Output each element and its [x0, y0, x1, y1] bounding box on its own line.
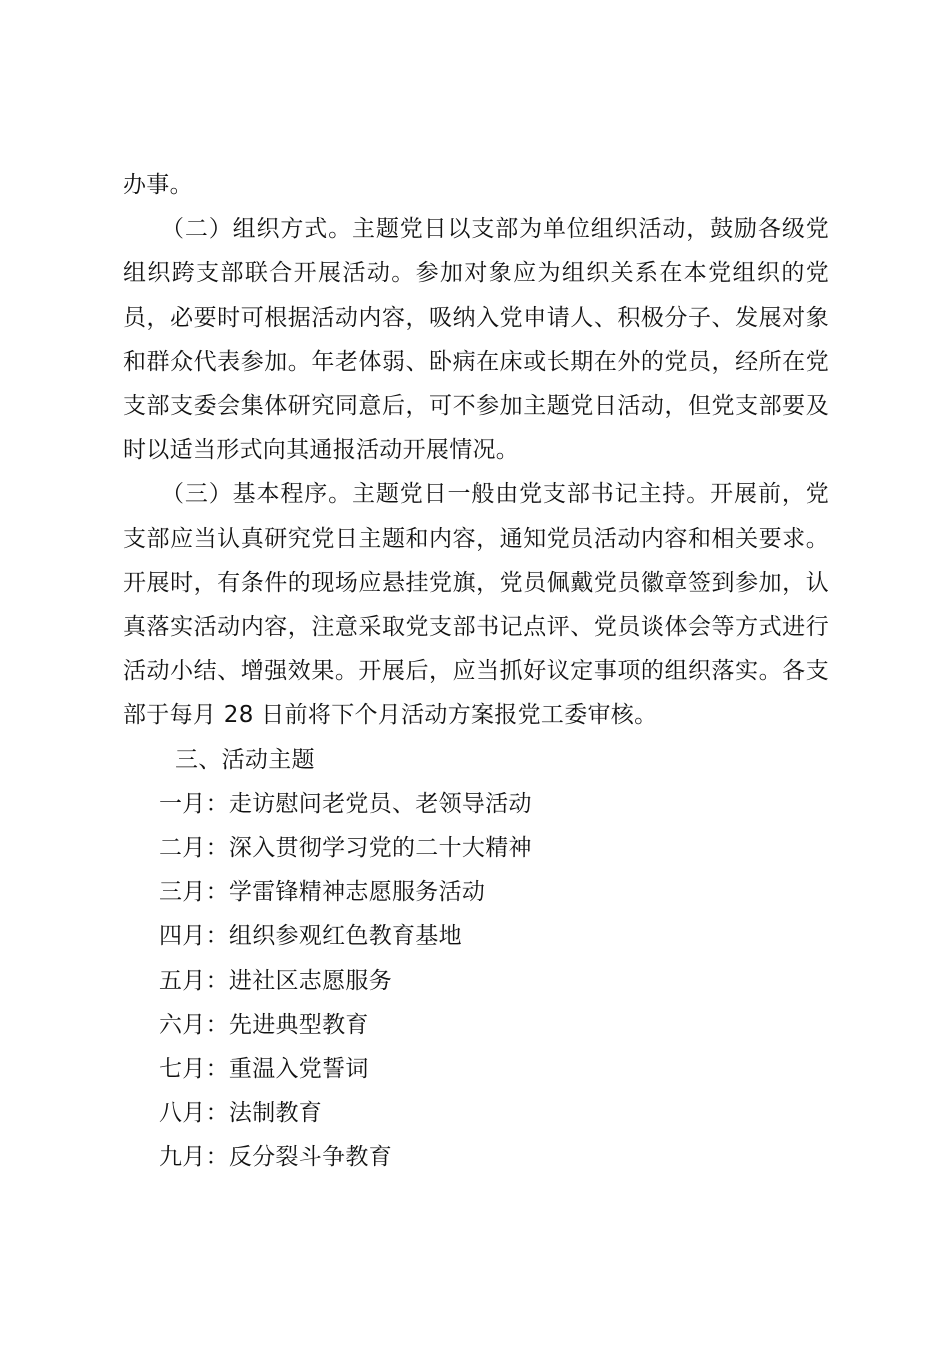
- month-theme-may: 五月：进社区志愿服务: [159, 967, 392, 994]
- document-body: [123, 163, 829, 1180]
- month-theme-mar: 三月：学雷锋精神志愿服务活动: [159, 879, 486, 906]
- month-theme-aug: 八月：法制教育: [159, 1100, 323, 1127]
- activity-themes-heading: 三、活动主题: [175, 746, 315, 773]
- basic-procedure-paragraph: （三）基本程序。主题党日一般由党支部书记主持。开展前，党支部应当认真研究党日主题和内容，通知党员活动内容和相关要求。开展时，有条件的现场应悬挂党旗，党员佩戴党员徽章签到参加，认真落实活动内容，注意采取党支部书记点评、党员谈体会等方式进行活动小结、增强效果。开展后，应当抓好议定事项的组织落实。各支部于每月 28 日前将下个月活动方案报党工委审核。: [123, 481, 829, 729]
- month-theme-jun: 六月：先进典型教育: [159, 1011, 369, 1038]
- monthly-themes-list: [123, 782, 829, 1180]
- month-theme-feb: 二月：深入贯彻学习党的二十大精神: [159, 835, 532, 862]
- organization-method-paragraph: （二）组织方式。主题党日以支部为单位组织活动，鼓励各级党组织跨支部联合开展活动。参加对象应为组织关系在本党组织的党员，必要时可根据活动内容，吸纳入党申请人、积极分子、发展对象和群众代表参加。年老体弱、卧病在床或长期在外的党员，经所在党支部支委会集体研究同意后，可不参加主题党日活动，但党支部要及时以适当形式向其通报活动开展情况。: [123, 216, 829, 464]
- month-theme-jul: 七月：重温入党誓词: [159, 1056, 369, 1083]
- month-theme-jan: 一月：走访慰问老党员、老领导活动: [159, 790, 532, 817]
- month-theme-apr: 四月：组织参观红色教育基地: [159, 923, 462, 950]
- month-theme-sep: 九月：反分裂斗争教育: [159, 1144, 392, 1171]
- continuation-paragraph: 办事。: [123, 172, 193, 198]
